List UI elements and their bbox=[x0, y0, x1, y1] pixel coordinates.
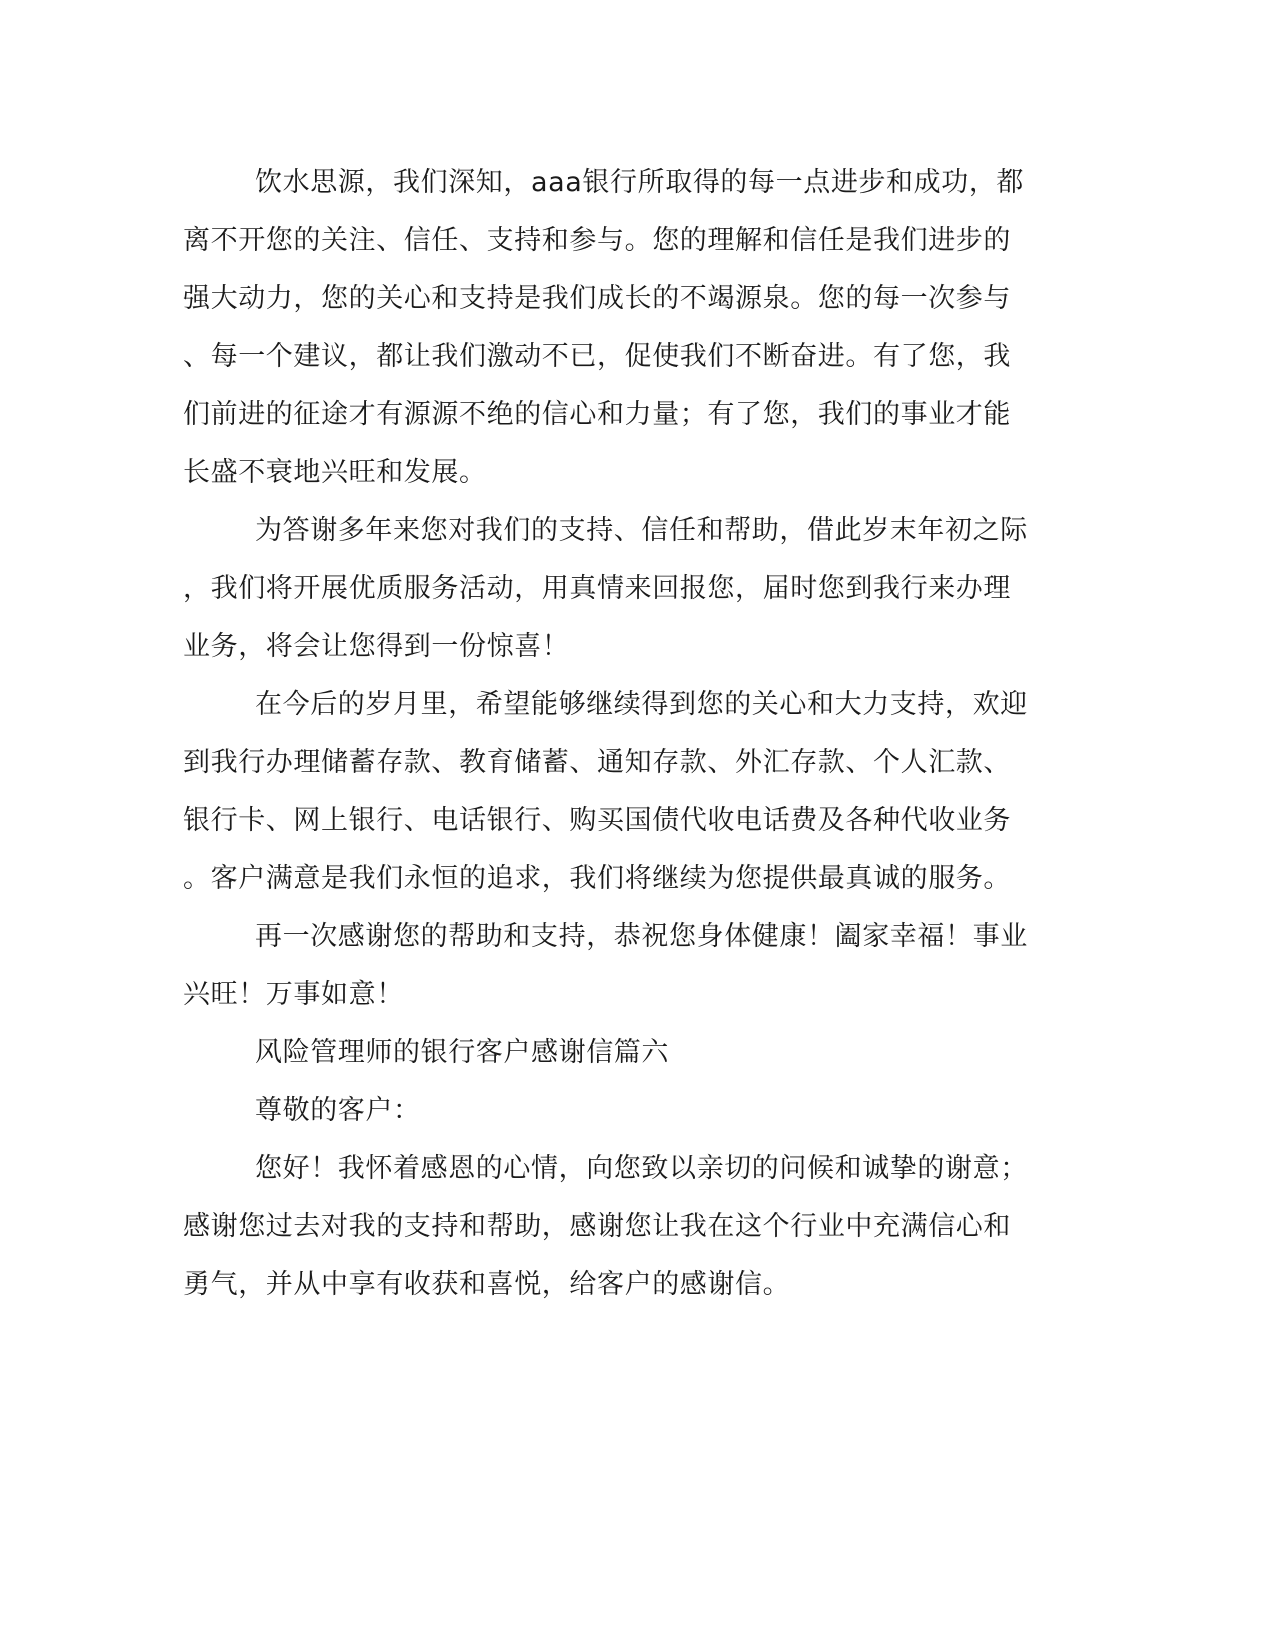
document-body bbox=[183, 154, 1033, 1314]
text-line: 感谢您过去对我的支持和帮助，感谢您让我在这个行业中充满信心和 bbox=[183, 1211, 1011, 1242]
salutation-text: 尊敬的客户： bbox=[255, 1095, 421, 1126]
text-line: 为答谢多年来您对我们的支持、信任和帮助，借此岁末年初之际 bbox=[255, 515, 1028, 546]
section-title: 风险管理师的银行客户感谢信篇六 bbox=[255, 1037, 669, 1068]
paragraph-gratitude bbox=[183, 154, 1033, 502]
paragraph-services-list bbox=[183, 676, 1033, 908]
text-line: 您好！我怀着感恩的心情，向您致以亲切的问候和诚挚的谢意； bbox=[255, 1153, 1028, 1184]
text-line: 银行卡、网上银行、电话银行、购买国债代收电话费及各种代收业务 bbox=[183, 805, 1011, 836]
text-line: 长盛不衰地兴旺和发展。 bbox=[183, 457, 487, 488]
text-line: 业务，将会让您得到一份惊喜！ bbox=[183, 631, 570, 662]
text-line: 们前进的征途才有源源不绝的信心和力量；有了您，我们的事业才能 bbox=[183, 399, 1011, 430]
paragraph-closing-wishes bbox=[183, 908, 1033, 1024]
text-line: 、每一个建议，都让我们激动不已，促使我们不断奋进。有了您，我 bbox=[183, 341, 1011, 372]
text-line: 到我行办理储蓄存款、教育储蓄、通知存款、外汇存款、个人汇款、 bbox=[183, 747, 1011, 778]
letter-salutation bbox=[183, 1082, 1033, 1140]
section-heading bbox=[183, 1024, 1033, 1082]
text-line: 勇气，并从中享有收获和喜悦，给客户的感谢信。 bbox=[183, 1269, 791, 1300]
paragraph-letter-opening bbox=[183, 1140, 1033, 1314]
text-line: 再一次感谢您的帮助和支持，恭祝您身体健康！阖家幸福！事业 bbox=[255, 921, 1028, 952]
text-line: 在今后的岁月里，希望能够继续得到您的关心和大力支持，欢迎 bbox=[255, 689, 1028, 720]
text-line: 。客户满意是我们永恒的追求，我们将继续为您提供最真诚的服务。 bbox=[183, 863, 1011, 894]
text-line: 离不开您的关注、信任、支持和参与。您的理解和信任是我们进步的 bbox=[183, 225, 1011, 256]
text-line: 强大动力，您的关心和支持是我们成长的不竭源泉。您的每一次参与 bbox=[183, 283, 1011, 314]
text-line: 饮水思源，我们深知，aaa银行所取得的每一点进步和成功，都 bbox=[255, 167, 1025, 198]
paragraph-service-activity bbox=[183, 502, 1033, 676]
text-line: 兴旺！万事如意！ bbox=[183, 979, 404, 1010]
text-line: ，我们将开展优质服务活动，用真情来回报您，届时您到我行来办理 bbox=[183, 573, 1011, 604]
